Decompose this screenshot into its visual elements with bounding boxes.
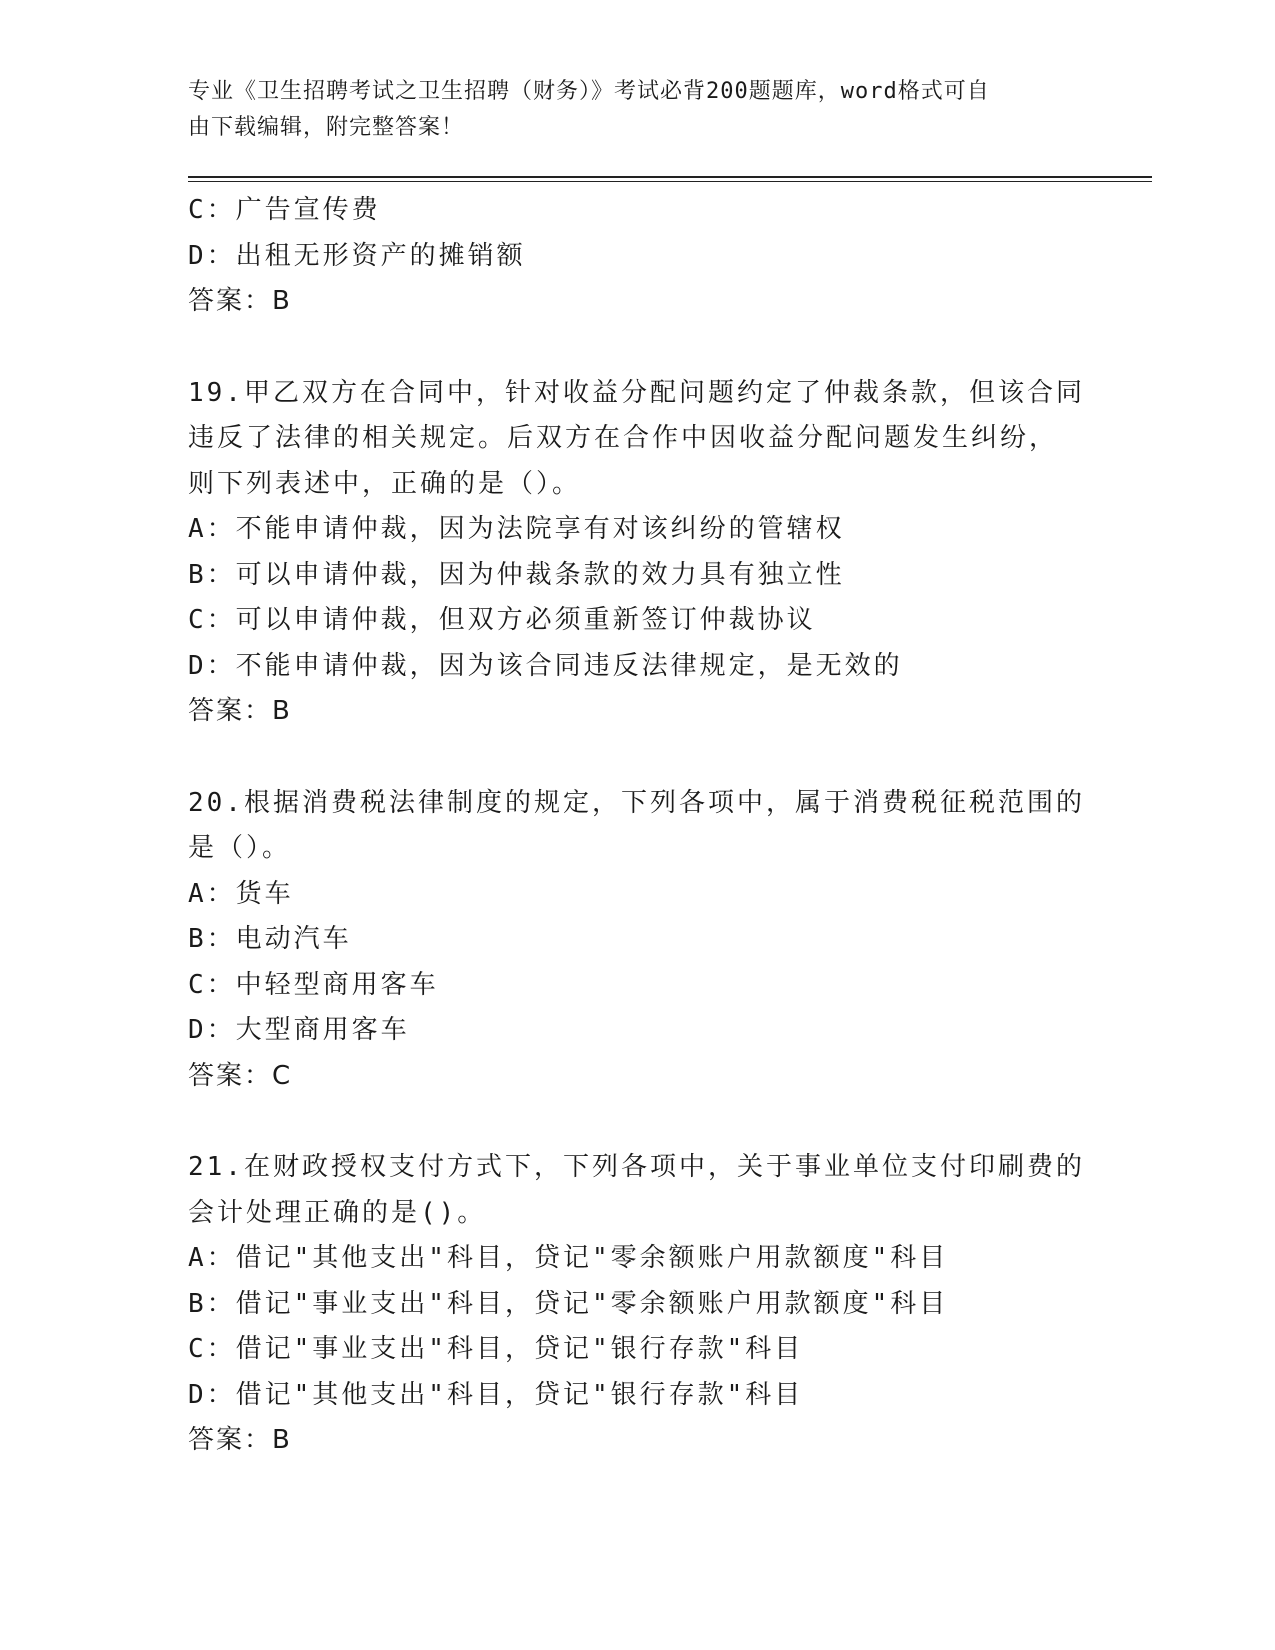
option-d: D：借记"其他支出"科目，贷记"银行存款"科目 [188, 1379, 804, 1410]
question-text-line-1: 21.在财政授权支付方式下，下列各项中，关于事业单位支付印刷费的 [188, 1152, 1085, 1182]
answer-line: 答案：B [188, 696, 292, 726]
question-text-line-2: 会计处理正确的是()。 [188, 1197, 487, 1228]
question-content [188, 188, 1108, 1464]
header-divider-thick [188, 176, 1152, 178]
header-line-1: 专业《卫生招聘考试之卫生招聘（财务）》考试必背200题题库，word格式可自 [188, 79, 990, 104]
option-d: D：出租无形资产的摊销额 [188, 240, 526, 271]
question-text-line-2: 违反了法律的相关规定。后双方在合作中因收益分配问题发生纠纷， [188, 423, 1059, 453]
question-text-line-1: 19.甲乙双方在合同中，针对收益分配问题约定了仲裁条款，但该合同 [188, 377, 1085, 408]
option-c: C：广告宣传费 [188, 195, 381, 225]
question-text-line-2: 是（）。 [188, 833, 292, 863]
spacer [188, 325, 1108, 371]
option-d: D：大型商用客车 [188, 1015, 410, 1045]
option-c: C：可以申请仲裁，但双方必须重新签订仲裁协议 [188, 605, 816, 635]
question-block-21 [188, 1145, 1108, 1464]
option-d: D：不能申请仲裁，因为该合同违反法律规定，是无效的 [188, 650, 903, 681]
option-a: A：不能申请仲裁，因为法院享有对该纠纷的管辖权 [188, 514, 845, 544]
document-header [188, 74, 1068, 146]
option-a: A：借记"其他支出"科目，贷记"零余额账户用款额度"科目 [188, 1243, 949, 1273]
answer-line: 答案：B [188, 286, 292, 316]
answer-line: 答案：B [188, 1425, 292, 1455]
question-text-line-3: 则下列表述中，正确的是（）。 [188, 468, 582, 499]
question-block-18-tail [188, 188, 1108, 325]
option-b: B：电动汽车 [188, 924, 352, 954]
question-block-19 [188, 371, 1108, 735]
option-c: C：借记"事业支出"科目，贷记"银行存款"科目 [188, 1334, 804, 1364]
option-b: B：借记"事业支出"科目，贷记"零余额账户用款额度"科目 [188, 1288, 949, 1319]
header-line-2: 由下载编辑，附完整答案！ [188, 115, 465, 140]
option-c: C：中轻型商用客车 [188, 969, 439, 1000]
option-b: B：可以申请仲裁，因为仲裁条款的效力具有独立性 [188, 559, 845, 590]
option-a: A：货车 [188, 878, 294, 909]
question-block-20 [188, 781, 1108, 1100]
spacer [188, 1099, 1108, 1145]
spacer [188, 735, 1108, 781]
answer-line: 答案：C [188, 1060, 293, 1091]
question-text-line-1: 20.根据消费税法律制度的规定，下列各项中，属于消费税征税范围的 [188, 787, 1085, 818]
header-divider-thin [188, 181, 1152, 182]
